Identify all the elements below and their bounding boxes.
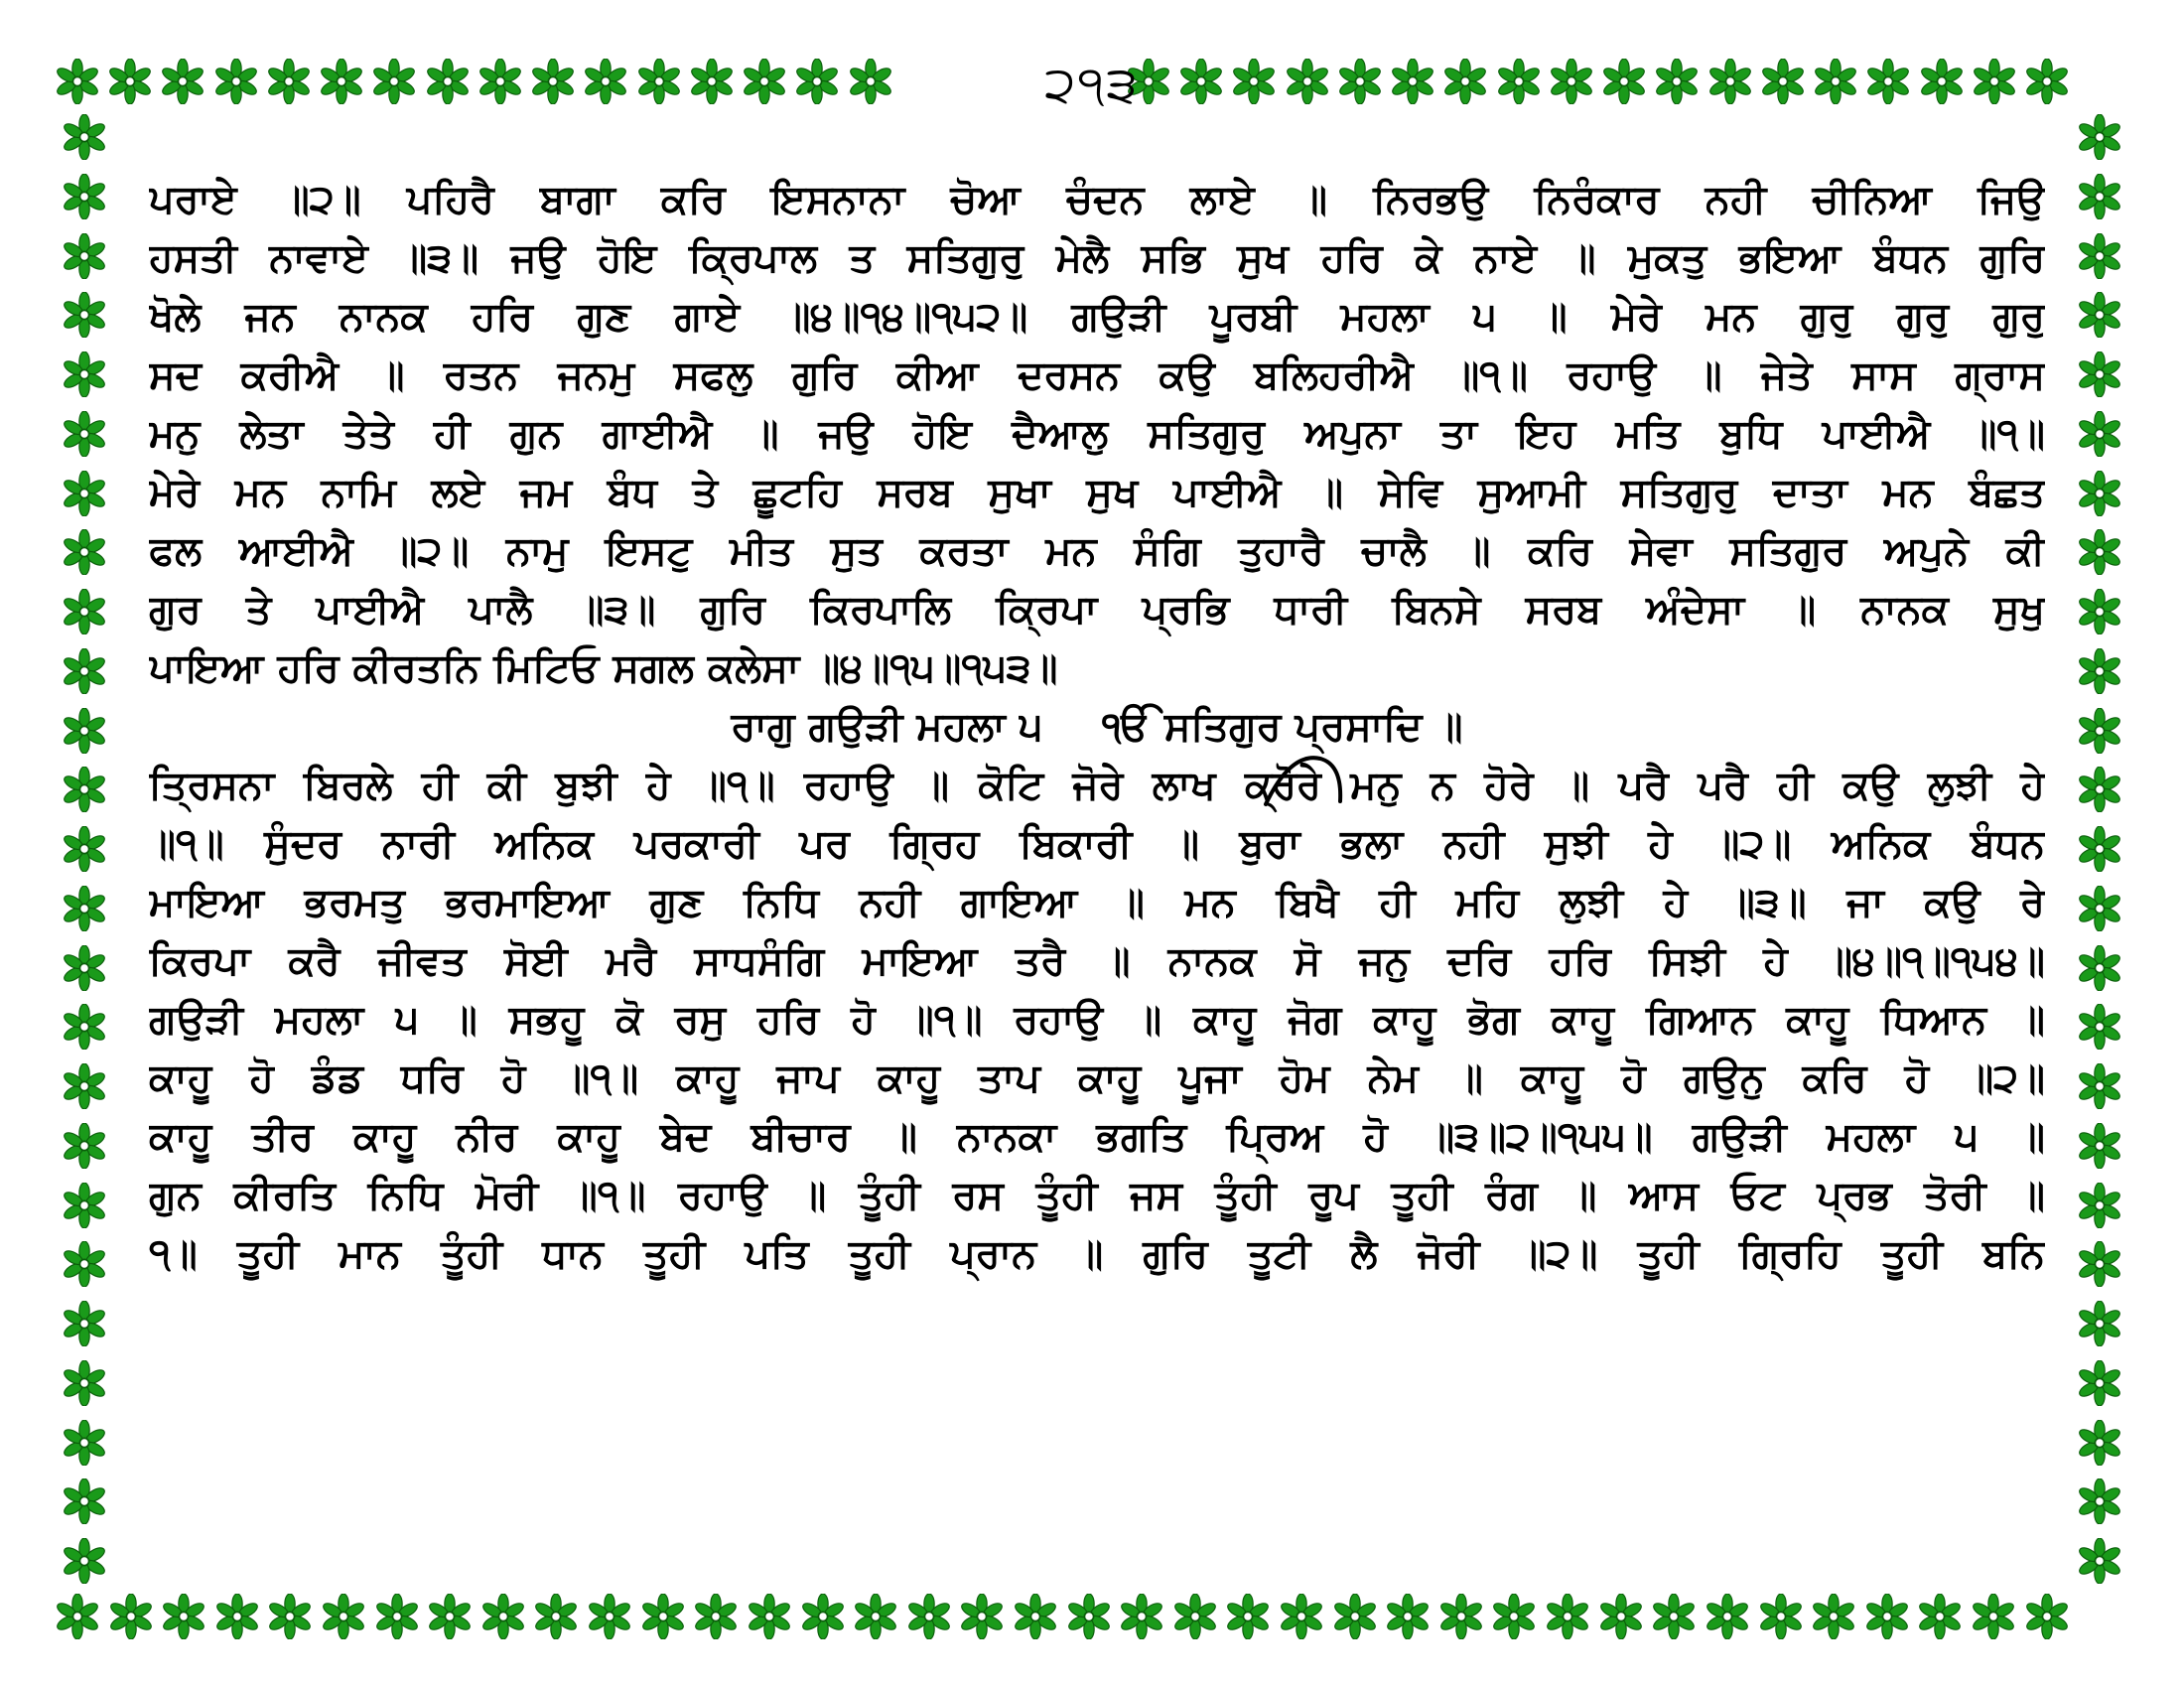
flower-icon bbox=[427, 1594, 473, 1639]
flower-icon bbox=[2077, 826, 2122, 872]
scripture-text bbox=[149, 171, 2045, 1284]
flower-icon bbox=[1917, 1594, 1963, 1639]
flower-icon bbox=[1811, 1594, 1856, 1639]
flower-icon bbox=[2077, 1123, 2122, 1169]
flower-icon bbox=[62, 1004, 107, 1050]
flower-icon bbox=[371, 59, 417, 104]
flower-icon bbox=[62, 826, 107, 872]
flower-icon bbox=[1491, 1594, 1537, 1639]
flower-icon bbox=[1279, 1594, 1324, 1639]
flower-icon bbox=[1332, 1594, 1378, 1639]
floral-border-bottom bbox=[55, 1587, 2070, 1646]
flower-icon bbox=[107, 59, 153, 104]
flower-icon bbox=[319, 59, 364, 104]
flower-icon bbox=[689, 59, 735, 104]
flower-icon bbox=[62, 529, 107, 575]
flower-icon bbox=[321, 1594, 366, 1639]
flower-icon bbox=[266, 59, 312, 104]
text-line: ਹਸਤੀ ਨਾਵਾਏ ॥੩॥ ਜਉ ਹੋਇ ਕ੍ਰਿਪਾਲ ਤ ਸਤਿਗੁਰੁ ਮੇਲੈ ਸਭਿ ਸੁਖ ਹਰਿ ਕੇ ਨਾਏ ॥ ਮੁਕਤੁ ਭਇਆ ਬੰਧਨ ਗੁਰਿ bbox=[149, 235, 2045, 281]
flower-icon bbox=[2077, 292, 2122, 338]
text-line: ਪਾਇਆ ਹਰਿ ਕੀਰਤਨਿ ਮਿਟਿਓ ਸਗਲ ਕਲੇਸਾ ॥੪॥੧੫॥੧੫੩॥ bbox=[149, 645, 1058, 691]
text-line: ਕਿਰਪਾ ਕਰੈ ਜੀਵਤ ਸੋਈ ਮਰੈ ਸਾਧਸੰਗਿ ਮਾਇਆ ਤਰੈ ॥ ਨਾਨਕ ਸੋ ਜਨੁ ਦਰਿ ਹਰਿ ਸਿਝੀ ਹੇ ॥੪॥੧॥੧੫੪॥ bbox=[149, 938, 2045, 984]
flower-icon bbox=[108, 1594, 154, 1639]
flower-icon bbox=[1545, 1594, 1590, 1639]
flower-icon bbox=[2077, 648, 2122, 694]
flower-icon bbox=[160, 59, 205, 104]
flower-icon bbox=[2077, 1241, 2122, 1287]
flower-icon bbox=[848, 59, 893, 104]
flower-icon bbox=[1813, 59, 1858, 104]
flower-icon bbox=[1651, 1594, 1697, 1639]
text-line: ਕਾਹੂ ਹੋ ਡੰਡ ਧਰਿ ਹੋ ॥੧॥ ਕਾਹੂ ਜਾਪ ਕਾਹੂ ਤਾਪ ਕਾਹੂ ਪੂਜਾ ਹੋਮ ਨੇਮ ॥ ਕਾਹੂ ਹੋ ਗਉਨੁ ਕਰਿ ਹੋ ॥੨॥ bbox=[149, 1055, 2045, 1101]
flower-icon bbox=[1919, 59, 1965, 104]
flower-icon bbox=[2077, 1004, 2122, 1050]
flower-icon bbox=[2077, 174, 2122, 219]
flower-icon bbox=[533, 1594, 579, 1639]
raag-heading: ਰਾਗੁ ਗਉੜੀ ਮਹਲਾ ੫ bbox=[731, 704, 1043, 750]
flower-icon bbox=[62, 589, 107, 634]
flower-icon bbox=[1172, 1594, 1218, 1639]
flower-icon bbox=[906, 1594, 952, 1639]
floral-border-right bbox=[2070, 114, 2129, 1584]
flower-icon bbox=[853, 1594, 898, 1639]
text-line: ਗੁਰ ਤੇ ਪਾਈਐ ਪਾਲੈ ॥੩॥ ਗੁਰਿ ਕਿਰਪਾਲਿ ਕ੍ਰਿਪਾ ਪ੍ਰਭਿ ਧਾਰੀ ਬਿਨਸੇ ਸਰਬ ਅੰਦੇਸਾ ॥ ਨਾਨਕ ਸੁਖੁ bbox=[149, 587, 2045, 633]
flower-icon bbox=[1013, 1594, 1058, 1639]
flower-icon bbox=[62, 114, 107, 160]
text-line: ਕਾਹੂ ਤੀਰ ਕਾਹੂ ਨੀਰ ਕਾਹੂ ਬੇਦ ਬੀਚਾਰ ॥ ਨਾਨਕਾ ਭਗਤਿ ਪ੍ਰਿਅ ਹੋ ॥੩॥੨॥੧੫੫॥ ਗਉੜੀ ਮਹਲਾ ੫ ॥ bbox=[149, 1114, 2045, 1160]
flower-icon bbox=[62, 411, 107, 457]
flower-icon bbox=[213, 59, 259, 104]
flower-icon bbox=[1705, 1594, 1750, 1639]
flower-icon bbox=[62, 233, 107, 279]
flower-icon bbox=[747, 1594, 792, 1639]
flower-icon bbox=[636, 59, 682, 104]
flower-icon bbox=[2077, 1301, 2122, 1346]
flower-icon bbox=[2077, 471, 2122, 516]
flower-icon bbox=[693, 1594, 739, 1639]
flower-icon bbox=[1549, 59, 1594, 104]
flower-icon bbox=[62, 1123, 107, 1169]
flower-icon bbox=[62, 1538, 107, 1584]
flower-icon bbox=[2077, 1063, 2122, 1109]
text-line: ਫਲ ਆਈਐ ॥੨॥ ਨਾਮੁ ਇਸਟੁ ਮੀਤ ਸੁਤ ਕਰਤਾ ਮਨ ਸੰਗਿ ਤੁਹਾਰੈ ਚਾਲੈ ॥ ਕਰਿ ਸੇਵਾ ਸਤਿਗੁਰ ਅਪੁਨੇ ਕੀ bbox=[149, 528, 2045, 574]
flower-icon bbox=[742, 59, 787, 104]
text-line: ਗਉੜੀ ਮਹਲਾ ੫ ॥ ਸਭਹੂ ਕੋ ਰਸੁ ਹਰਿ ਹੋ ॥੧॥ ਰਹਾਉ ॥ ਕਾਹੂ ਜੋਗ ਕਾਹੂ ਭੋਗ ਕਾਹੂ ਗਿਆਨ ਕਾਹੂ ਧਿਆਨ ॥ bbox=[149, 997, 2045, 1043]
flower-icon bbox=[959, 1594, 1005, 1639]
flower-icon bbox=[1119, 1594, 1164, 1639]
flower-icon bbox=[55, 1594, 100, 1639]
flower-icon bbox=[62, 292, 107, 338]
flower-icon bbox=[1225, 1594, 1271, 1639]
floral-border-left bbox=[55, 114, 114, 1584]
flower-icon bbox=[587, 1594, 632, 1639]
flower-icon bbox=[2077, 1538, 2122, 1584]
flower-icon bbox=[1707, 59, 1753, 104]
text-line: ਮੇਰੇ ਮਨ ਨਾਮਿ ਲਏ ਜਮ ਬੰਧ ਤੇ ਛੂਟਹਿ ਸਰਬ ਸੁਖਾ ਸੁਖ ਪਾਈਐ ॥ ਸੇਵਿ ਸੁਆਮੀ ਸਤਿਗੁਰੁ ਦਾਤਾ ਮਨ ਬੰਛਤ bbox=[149, 470, 2045, 515]
flower-icon bbox=[2077, 1420, 2122, 1466]
flower-icon bbox=[62, 1063, 107, 1109]
flower-icon bbox=[2077, 529, 2122, 575]
flower-icon bbox=[1385, 1594, 1431, 1639]
flower-icon bbox=[62, 174, 107, 219]
flower-icon bbox=[1285, 59, 1330, 104]
flower-icon bbox=[1758, 1594, 1804, 1639]
flower-icon bbox=[1864, 1594, 1910, 1639]
text-line: ੧॥ ਤੂਹੀ ਮਾਨ ਤੂੰਹੀ ਧਾਨ ਤੂਹੀ ਪਤਿ ਤੂਹੀ ਪ੍ਰਾਨ ॥ ਗੁਰਿ ਤੂਟੀ ਲੈ ਜੋਰੀ ॥੨॥ ਤੂਹੀ ਗ੍ਰਿਹਿ ਤੂਹੀ ਬਨਿ bbox=[149, 1231, 2045, 1277]
flower-icon bbox=[480, 1594, 526, 1639]
flower-icon bbox=[1442, 59, 1488, 104]
flower-icon bbox=[62, 1420, 107, 1466]
flower-icon bbox=[62, 352, 107, 397]
flower-icon bbox=[2077, 886, 2122, 931]
flower-icon bbox=[794, 59, 840, 104]
flower-icon bbox=[425, 59, 471, 104]
flower-icon bbox=[62, 471, 107, 516]
flower-icon bbox=[62, 1478, 107, 1524]
text-line: ਗੁਨ ਕੀਰਤਿ ਨਿਧਿ ਮੋਰੀ ॥੧॥ ਰਹਾਉ ॥ ਤੂੰਹੀ ਰਸ ਤੂੰਹੀ ਜਸ ਤੂੰਹੀ ਰੂਪ ਤੂਹੀ ਰੰਗ ॥ ਆਸ ਓਟ ਪ੍ਰਭ ਤੋਰੀ ॥ bbox=[149, 1173, 2045, 1218]
flower-icon bbox=[1438, 1594, 1484, 1639]
flower-icon bbox=[62, 1301, 107, 1346]
mangal-heading: ੴ ਸਤਿਗੁਰ ਪ੍ਰਸਾਦਿ ॥ bbox=[1102, 704, 1463, 750]
flower-icon bbox=[478, 59, 523, 104]
flower-icon bbox=[1972, 59, 2017, 104]
ink-stroke-mark bbox=[1261, 747, 1350, 816]
flower-icon bbox=[62, 945, 107, 991]
section-heading bbox=[149, 698, 2045, 757]
flower-icon bbox=[1760, 59, 1806, 104]
flower-icon bbox=[62, 1241, 107, 1287]
flower-icon bbox=[1865, 59, 1911, 104]
flower-icon bbox=[2024, 59, 2070, 104]
flower-icon bbox=[62, 648, 107, 694]
flower-icon bbox=[583, 59, 628, 104]
flower-icon bbox=[62, 1360, 107, 1406]
flower-icon bbox=[214, 1594, 260, 1639]
flower-icon bbox=[1390, 59, 1435, 104]
flower-icon bbox=[640, 1594, 686, 1639]
flower-icon bbox=[2077, 1478, 2122, 1524]
flower-icon bbox=[161, 1594, 206, 1639]
flower-icon bbox=[2077, 708, 2122, 754]
flower-icon bbox=[62, 886, 107, 931]
flower-icon bbox=[2077, 233, 2122, 279]
flower-icon bbox=[62, 1183, 107, 1228]
flower-icon bbox=[1337, 59, 1383, 104]
flower-icon bbox=[2024, 1594, 2070, 1639]
page-number: ੨੧੩ bbox=[1044, 56, 1140, 113]
text-line: ਪਰਾਏ ॥੨॥ ਪਹਿਰੈ ਬਾਗਾ ਕਰਿ ਇਸਨਾਨਾ ਚੋਆ ਚੰਦਨ ਲਾਏ ॥ ਨਿਰਭਉ ਨਿਰੰਕਾਰ ਨਹੀ ਚੀਨਿਆ ਜਿਉ bbox=[149, 177, 2045, 222]
text-line: ਤ੍ਰਿਸਨਾ ਬਿਰਲੇ ਹੀ ਕੀ ਬੁਝੀ ਹੇ ॥੧॥ ਰਹਾਉ ॥ ਕੋਟਿ ਜੋਰੇ ਲਾਖ ਕ੍ਰੋਰੇ ਮਨੁ ਨ ਹੋਰੇ ॥ ਪਰੈ ਪਰੈ ਹੀ ਕਉ ਲੁਝੀ ਹੇ bbox=[149, 763, 2045, 808]
flower-icon bbox=[374, 1594, 420, 1639]
flower-icon bbox=[2077, 1360, 2122, 1406]
flower-icon bbox=[1971, 1594, 2016, 1639]
flower-icon bbox=[2077, 114, 2122, 160]
flower-icon bbox=[1601, 59, 1647, 104]
flower-icon bbox=[267, 1594, 313, 1639]
flower-icon bbox=[1496, 59, 1542, 104]
text-line: ਮਨੁ ਲੇਤਾ ਤੇਤੇ ਹੀ ਗੁਨ ਗਾਈਐ ॥ ਜਉ ਹੋਇ ਦੈਆਲੁ ਸਤਿਗੁਰੁ ਅਪੁਨਾ ਤਾ ਇਹ ਮਤਿ ਬੁਧਿ ਪਾਈਐ ॥੧॥ bbox=[149, 411, 2045, 457]
flower-icon bbox=[530, 59, 576, 104]
flower-icon bbox=[2077, 1183, 2122, 1228]
flower-icon bbox=[2077, 767, 2122, 812]
flower-icon bbox=[2077, 352, 2122, 397]
flower-icon bbox=[2077, 589, 2122, 634]
flower-icon bbox=[2077, 945, 2122, 991]
flower-icon bbox=[55, 59, 100, 104]
flower-icon bbox=[800, 1594, 846, 1639]
flower-icon bbox=[1654, 59, 1700, 104]
flower-icon bbox=[1231, 59, 1277, 104]
text-line: ਖੋਲੇ ਜਨ ਨਾਨਕ ਹਰਿ ਗੁਣ ਗਾਏ ॥੪॥੧੪॥੧੫੨॥ ਗਉੜੀ ਪੂਰਬੀ ਮਹਲਾ ੫ ॥ ਮੇਰੇ ਮਨ ਗੁਰੁ ਗੁਰੁ ਗੁਰੁ bbox=[149, 294, 2045, 340]
text-line: ਸਦ ਕਰੀਐ ॥ ਰਤਨ ਜਨਮੁ ਸਫਲੁ ਗੁਰਿ ਕੀਆ ਦਰਸਨ ਕਉ ਬਲਿਹਰੀਐ ॥੧॥ ਰਹਾਉ ॥ ਜੇਤੇ ਸਾਸ ਗ੍ਰਾਸ bbox=[149, 352, 2045, 398]
text-line: ਮਾਇਆ ਭਰਮਤੁ ਭਰਮਾਇਆ ਗੁਣ ਨਿਧਿ ਨਹੀ ਗਾਇਆ ॥ ਮਨ ਬਿਖੈ ਹੀ ਮਹਿ ਲੁਝੀ ਹੇ ॥੩॥ ਜਾ ਕਉ ਰੇ bbox=[149, 880, 2045, 925]
flower-icon bbox=[1066, 1594, 1112, 1639]
flower-icon bbox=[1598, 1594, 1644, 1639]
flower-icon bbox=[62, 708, 107, 754]
flower-icon bbox=[2077, 411, 2122, 457]
flower-icon bbox=[62, 767, 107, 812]
text-line: ॥੧॥ ਸੁੰਦਰ ਨਾਰੀ ਅਨਿਕ ਪਰਕਾਰੀ ਪਰ ਗ੍ਰਿਹ ਬਿਕਾਰੀ ॥ ਬੁਰਾ ਭਲਾ ਨਹੀ ਸੁਝੀ ਹੇ ॥੨॥ ਅਨਿਕ ਬੰਧਨ bbox=[149, 821, 2045, 867]
